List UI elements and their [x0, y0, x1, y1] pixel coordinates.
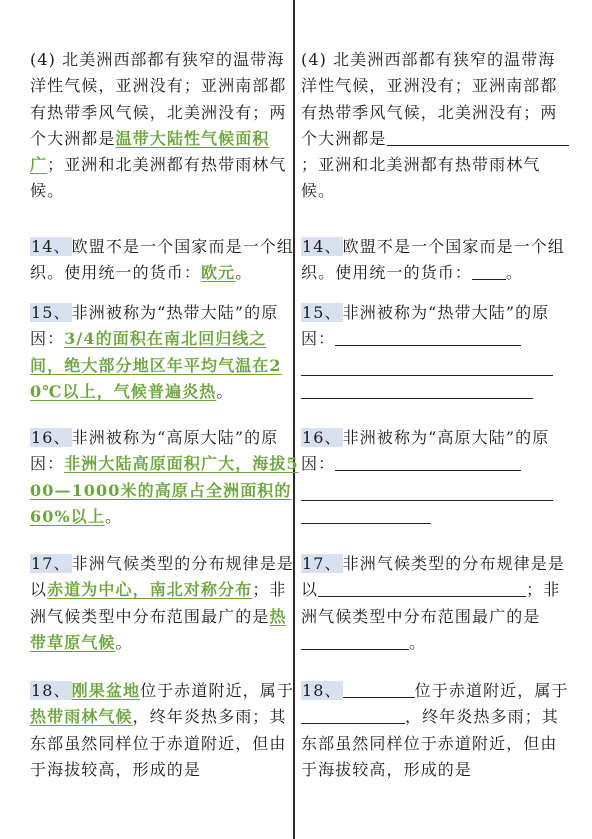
question-number: 15、 [31, 303, 71, 322]
question-text: 北美洲西部都有狭窄的温带海洋性气候，亚洲没有；亚洲南部都有热带季风气候，北美洲没有；两个大洲都是 [301, 50, 558, 148]
question-number: 18、 [302, 681, 342, 700]
fill-blank[interactable] [506, 580, 526, 597]
question-text: 。 [409, 632, 427, 652]
question-text: 。 [115, 632, 133, 652]
answer-text: 热带草原气候 [30, 606, 287, 652]
question-15-blank [301, 300, 571, 399]
question-text: 。 [216, 381, 234, 401]
fill-blank-line[interactable] [301, 376, 533, 399]
question-16-blank [301, 425, 571, 524]
answer-text: 赤道为中心，南北对称分布 [47, 580, 253, 600]
question-text: 非洲气候类型的分布规律是是以 [301, 554, 565, 600]
question-text: 非洲被称为“高原大陆”的原因： [301, 428, 550, 474]
question-text: ；非洲气候类型中分布范围最广的是 [30, 580, 287, 626]
answer-text: 温带大陆性气候面积广 [30, 128, 270, 175]
question-18-blank [301, 678, 571, 783]
question-text: 位于赤道附近，属于 [414, 681, 569, 700]
answer-text: 热带雨林气候 [30, 707, 133, 727]
question-16-answered [30, 425, 300, 530]
fill-blank-line[interactable] [301, 353, 553, 376]
question-number: 17、 [302, 554, 342, 573]
fill-blank[interactable] [479, 129, 569, 146]
fill-blank[interactable] [301, 633, 409, 650]
question-text: 欧盟不是一个国家而是一个组织。使用统一的货币： [30, 237, 294, 283]
question-text: ；亚洲和北美洲都有热带雨林气候。 [301, 155, 541, 201]
fill-blank[interactable] [335, 454, 521, 471]
question-text: 非洲被称为“热带大陆”的原因： [301, 303, 550, 349]
fill-blank[interactable] [343, 681, 415, 698]
question-number: 15、 [302, 303, 342, 322]
fill-blank[interactable] [301, 707, 405, 724]
fill-blank[interactable] [387, 129, 479, 146]
fill-blank[interactable] [318, 580, 506, 597]
question-number: 16、 [302, 428, 342, 447]
question-number: 16、 [31, 428, 71, 447]
question-14-answered [30, 234, 300, 287]
answer-text: 非洲大陆高原面积广大，海拔500—1000米的高原占全洲面积的60%以上 [30, 454, 299, 526]
question-text: 。 [506, 263, 524, 283]
question-number: (4) [301, 50, 327, 69]
fill-blank-line[interactable] [301, 478, 553, 501]
question-number: 18、 [31, 681, 71, 700]
question-14-blank [301, 234, 571, 287]
question-text: 非洲气候类型的分布规律是是以 [30, 554, 294, 600]
question-text: 非洲被称为“高原大陆”的原因： [30, 428, 279, 474]
fill-blank[interactable] [335, 329, 521, 346]
question-17-blank [301, 551, 571, 656]
question-text: 北美洲西部都有狭窄的温带海洋性气候，亚洲没有；亚洲南部都有热带季风气候，北美洲没有；两个大洲都是 [30, 50, 287, 148]
question-number: (4) [30, 50, 56, 69]
question-text: ，终年炎热多雨；其东部虽然同样位于赤道附近，但由于海拔较高，形成的是 [301, 707, 559, 779]
question-text: ；非洲气候类型中分布范围最广的是 [301, 580, 561, 626]
question-4-blank [301, 47, 571, 205]
question-4-answered [30, 47, 300, 205]
answer-text: 3/4的面积在南北回归线之间，绝大部分地区年平均气温在20℃以上，气候普遍炎热 [30, 329, 282, 401]
question-number: 17、 [31, 554, 71, 573]
question-text: ；亚洲和北美洲都有热带雨林气候。 [30, 155, 287, 201]
question-18-answered [30, 678, 300, 783]
question-15-answered [30, 300, 300, 405]
question-text: 。 [104, 506, 123, 526]
fill-blank-line[interactable] [301, 501, 431, 524]
fill-blank[interactable] [472, 263, 506, 280]
question-text: 。 [235, 263, 253, 283]
question-text: 位于赤道附近，属于 [140, 681, 294, 700]
question-number: 14、 [31, 237, 71, 256]
question-text: ，终年炎热多雨；其东部虽然同样位于赤道附近，但由于海拔较高，形成的是 [30, 707, 287, 779]
answer-text: 欧元 [201, 263, 236, 283]
question-text: 欧盟不是一个国家而是一个组织。使用统一的货币： [301, 237, 565, 283]
question-text: 非洲被称为“热带大陆”的原因： [30, 303, 279, 349]
answer-text: 刚果盆地 [71, 681, 141, 700]
question-number: 14、 [302, 237, 342, 256]
question-17-answered [30, 551, 300, 656]
